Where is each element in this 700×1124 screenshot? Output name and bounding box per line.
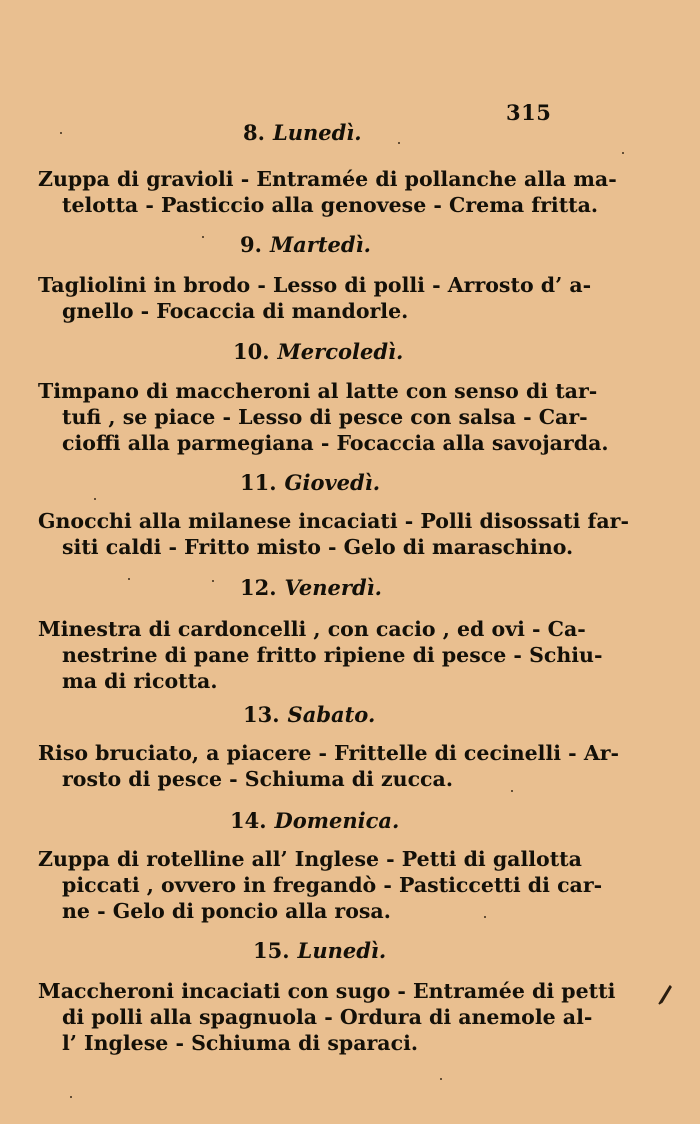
paper-speck [60, 132, 62, 134]
day-name: Lunedì. [272, 120, 362, 145]
day-name: Sabato. [287, 702, 376, 727]
menu-line: Zuppa di gravioli - Entramée di pollanche alla ma- [38, 167, 617, 191]
menu-line: Zuppa di rotelline all’ Inglese - Petti di gallotta [38, 847, 582, 871]
menu-line: telotta - Pasticcio alla genovese - Crema fritta. [62, 193, 599, 217]
paper-speck [622, 152, 624, 154]
day-name: Giovedì. [284, 470, 381, 495]
day-heading [0, 232, 700, 258]
menu-line: tufi , se piace - Lesso di pesce con salsa - Car- [62, 405, 588, 429]
day-number: 8. [243, 120, 265, 145]
menu-line: gnello - Focaccia di mandorle. [62, 299, 409, 323]
day-number: 13. [243, 702, 280, 727]
day-number: 14. [230, 808, 267, 833]
paper-speck [398, 142, 400, 144]
menu-line: piccati , ovvero in fregandò - Pasticcetti di car- [62, 873, 603, 897]
day-heading [0, 938, 700, 964]
page-number: 315 [506, 100, 552, 125]
paper-speck [94, 498, 96, 500]
day-heading [0, 120, 700, 146]
day-heading [0, 339, 700, 365]
paper-speck [70, 1096, 72, 1098]
paper-speck [202, 236, 204, 238]
day-heading [0, 575, 700, 601]
day-name: Martedì. [269, 232, 371, 257]
paper-speck [212, 580, 214, 582]
day-name: Venerdì. [284, 575, 382, 600]
menu-line: Maccheroni incaciati con sugo - Entramée di petti [38, 979, 616, 1003]
menu-line: di polli alla spagnuola - Ordura di anemole al- [62, 1005, 593, 1029]
paper-speck [440, 1078, 442, 1080]
pen-stroke-mark [656, 984, 672, 1008]
menu-line: nestrine di pane fritto ripiene di pesce - Schiu- [62, 643, 603, 667]
day-number: 11. [240, 470, 277, 495]
day-name: Lunedì. [297, 938, 387, 963]
paper-speck [511, 790, 513, 792]
menu-line: cioffi alla parmegiana - Focaccia alla savojarda. [62, 431, 609, 455]
menu-line: Gnocchi alla milanese incaciati - Polli disossati far- [38, 509, 629, 533]
menu-line: Tagliolini in brodo - Lesso di polli - Arrosto d’ a- [38, 273, 592, 297]
menu-line: rosto di pesce - Schiuma di zucca. [62, 767, 453, 791]
day-name: Mercoledì. [277, 339, 404, 364]
menu-entry [38, 508, 629, 560]
menu-line: siti caldi - Fritto misto - Gelo di maraschino. [62, 535, 574, 559]
menu-entry [38, 740, 620, 792]
menu-line: ma di ricotta. [62, 669, 218, 693]
menu-line: Timpano di maccheroni al latte con senso di tar- [38, 379, 598, 403]
day-number: 10. [233, 339, 270, 364]
menu-entry [38, 378, 609, 456]
day-name: Domenica. [274, 808, 400, 833]
day-number: 15. [253, 938, 290, 963]
paper-speck [484, 916, 486, 918]
day-heading [0, 702, 700, 728]
menu-line: l’ Inglese - Schiuma di sparaci. [62, 1031, 418, 1055]
paper-speck [128, 578, 130, 580]
day-number: 12. [240, 575, 277, 600]
day-heading [0, 808, 700, 834]
menu-entry [38, 616, 603, 694]
menu-line: Minestra di cardoncelli , con cacio , ed ovi - Ca- [38, 617, 586, 641]
menu-entry [38, 978, 616, 1056]
menu-line: Riso bruciato, a piacere - Frittelle di cecinelli - Ar- [38, 741, 620, 765]
day-number: 9. [240, 232, 262, 257]
day-heading [0, 470, 700, 496]
menu-entry [38, 166, 617, 218]
menu-line: ne - Gelo di poncio alla rosa. [62, 899, 391, 923]
menu-entry [38, 272, 592, 324]
menu-entry [38, 846, 603, 924]
